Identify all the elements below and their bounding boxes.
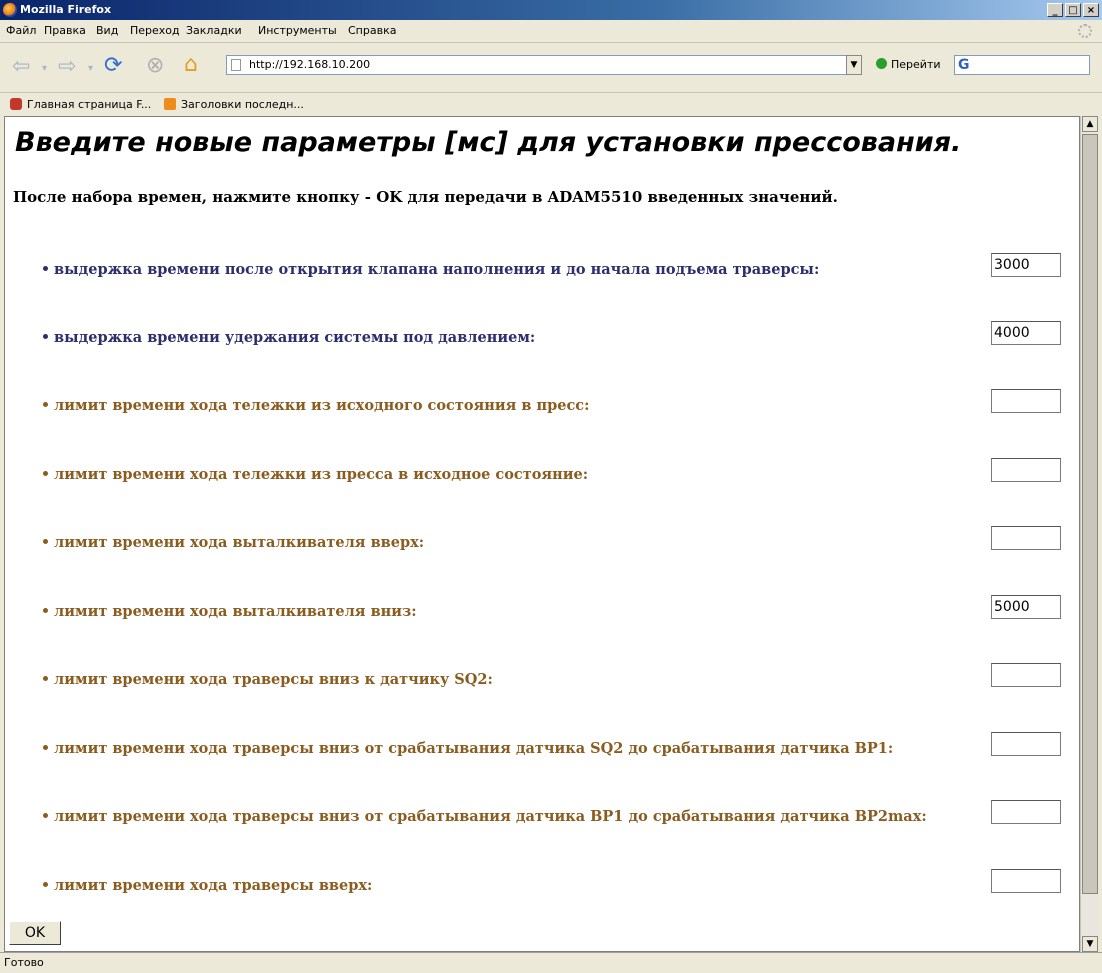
back-dropdown-icon[interactable]: ▾: [42, 63, 48, 74]
firefox-icon: [3, 3, 17, 17]
forward-dropdown-icon[interactable]: ▾: [88, 63, 94, 74]
url-dropdown-icon[interactable]: ▼: [846, 55, 862, 75]
field-label: лимит времени хода выталкивателя вниз:: [43, 603, 417, 620]
time-input[interactable]: [991, 800, 1061, 824]
minimize-button[interactable]: _: [1047, 3, 1063, 17]
time-input[interactable]: [991, 663, 1061, 687]
scroll-thumb[interactable]: [1082, 134, 1098, 894]
status-text: Готово: [4, 956, 44, 969]
url-bar[interactable]: [226, 55, 860, 75]
firefox-bookmark-icon: [10, 98, 22, 110]
scroll-down-icon[interactable]: ▼: [1082, 936, 1098, 952]
page-content: [4, 116, 1080, 952]
field-label: лимит времени хода тележки из исходного состояния в пресс:: [43, 397, 589, 414]
ok-button[interactable]: OK: [9, 921, 61, 945]
navigation-toolbar: [0, 42, 1102, 93]
page-subtitle: После набора времен, нажмите кнопку - OK для передачи в ADAM5510 введенных значений.: [13, 188, 838, 206]
field-label: выдержка времени удержания системы под давлением:: [43, 329, 535, 346]
field-label: лимит времени хода траверсы вверх:: [43, 877, 372, 894]
bookmarks-toolbar: [0, 92, 1102, 117]
scroll-up-icon[interactable]: ▲: [1082, 116, 1098, 132]
field-label: лимит времени хода выталкивателя вверх:: [43, 534, 424, 551]
time-input[interactable]: [991, 458, 1061, 482]
menu-bar: [0, 20, 1102, 42]
google-icon: G: [958, 57, 970, 73]
menu-tools[interactable]: Инструменты: [258, 24, 337, 37]
reload-icon[interactable]: ⟳: [104, 53, 123, 78]
field-label: лимит времени хода траверсы вниз к датчику SQ2:: [43, 671, 493, 688]
status-bar: [0, 952, 1102, 973]
go-button[interactable]: [876, 55, 941, 75]
time-input[interactable]: 4000: [991, 321, 1061, 345]
window-controls: [1047, 3, 1099, 17]
go-label: Перейти: [891, 58, 941, 71]
field-label: выдержка времени после открытия клапана наполнения и до начала подъема траверсы:: [43, 261, 819, 278]
time-input[interactable]: 3000: [991, 253, 1061, 277]
back-icon[interactable]: ⇦: [12, 54, 31, 79]
home-icon[interactable]: ⌂: [184, 52, 198, 77]
bookmark-item[interactable]: Заголовки последн...: [164, 93, 304, 117]
go-icon: [876, 58, 887, 69]
vertical-scrollbar[interactable]: [1080, 116, 1098, 952]
window-title: Mozilla Firefox: [20, 3, 112, 16]
field-label: лимит времени хода тележки из пресса в исходное состояние:: [43, 466, 588, 483]
time-input[interactable]: [991, 869, 1061, 893]
field-label: лимит времени хода траверсы вниз от срабатывания датчика BP1 до срабатывания датчика BP2max:: [43, 808, 927, 825]
url-text: http://192.168.10.200: [249, 58, 371, 71]
forward-icon[interactable]: ⇨: [58, 54, 77, 79]
page-icon: [231, 59, 241, 71]
field-label: лимит времени хода траверсы вниз от срабатывания датчика SQ2 до срабатывания датчика BP1:: [43, 740, 893, 757]
menu-go[interactable]: Переход: [130, 24, 180, 37]
title-bar: [0, 0, 1102, 20]
time-input[interactable]: [991, 526, 1061, 550]
menu-help[interactable]: Справка: [348, 24, 397, 37]
maximize-button[interactable]: □: [1065, 3, 1081, 17]
search-input[interactable]: [954, 55, 1090, 75]
time-input[interactable]: 5000: [991, 595, 1061, 619]
page-title: Введите новые параметры [мс] для установки прессования.: [15, 127, 962, 158]
menu-edit[interactable]: Правка: [44, 24, 86, 37]
time-input[interactable]: [991, 389, 1061, 413]
close-button[interactable]: ×: [1083, 3, 1099, 17]
rss-icon: [164, 98, 176, 110]
menu-bookmarks[interactable]: Закладки: [186, 24, 242, 37]
stop-icon[interactable]: ⊗: [146, 53, 165, 78]
menu-file[interactable]: Файл: [6, 24, 37, 37]
throbber-icon: [1078, 24, 1092, 38]
bookmark-item[interactable]: Главная страница F...: [10, 93, 151, 117]
time-input[interactable]: [991, 732, 1061, 756]
menu-view[interactable]: Вид: [96, 24, 119, 37]
